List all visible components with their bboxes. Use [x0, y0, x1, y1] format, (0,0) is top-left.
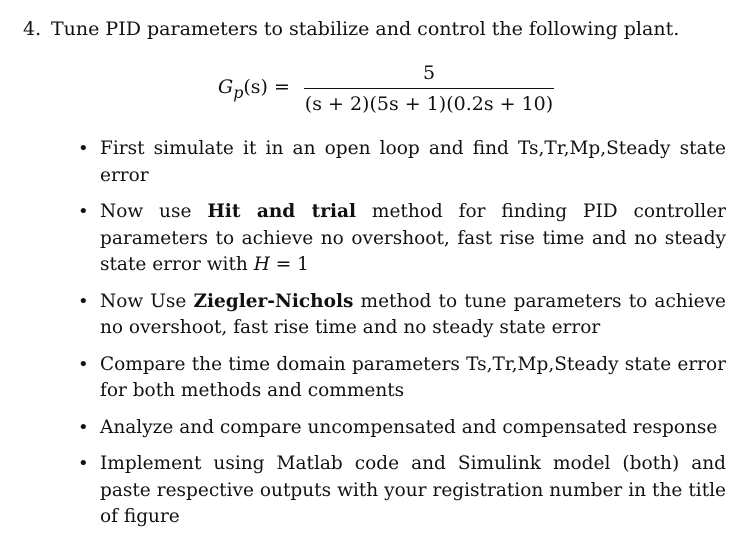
task-list — [78, 136, 726, 541]
list-item — [78, 415, 726, 442]
question-number: 4. — [23, 18, 42, 40]
list-item-variable: H — [253, 254, 270, 275]
list-item-bold-text: Ziegler-Nichols — [193, 290, 354, 312]
list-item-text: Implement using Matlab code and Simulink model (both) and paste respective outputs with your registration number in the title of figure — [100, 453, 726, 527]
equation-lhs-rest: (s) = — [243, 76, 290, 98]
list-item-text: Compare the time domain parameters Ts,Tr,Mp,Steady state error for both methods and comments — [100, 353, 726, 401]
list-item — [78, 451, 726, 531]
equation-lhs-symbol: G — [218, 76, 234, 98]
list-item — [78, 199, 726, 279]
list-item — [78, 352, 726, 405]
question-heading — [23, 16, 679, 42]
equation-fraction — [304, 60, 554, 117]
transfer-function-equation — [218, 60, 558, 120]
list-item-bold-text: Hit and trial — [207, 201, 357, 222]
list-item-text: Now Use — [100, 290, 194, 312]
list-item — [78, 136, 726, 189]
list-item-text-cont: method for finding PID controller parameters to achieve no overshoot, fast rise time and no steady state error with — [100, 201, 726, 275]
fraction-bar — [304, 88, 554, 89]
question-text: Tune PID parameters to stabilize and control the following plant. — [51, 18, 680, 40]
list-item — [78, 289, 726, 342]
equation-lhs-subscript: p — [233, 82, 244, 102]
equation-lhs — [218, 76, 290, 102]
equation-denominator: (s + 2)(5s + 1)(0.2s + 10) — [304, 93, 554, 115]
list-item-text: Now use — [100, 201, 208, 222]
list-item-text: First simulate it in an open loop and find Ts,Tr,Mp,Steady state error — [100, 138, 726, 186]
list-item-text: Analyze and compare uncompensated and compensated response — [100, 416, 718, 438]
list-item-text-tail: = 1 — [269, 254, 309, 275]
equation-numerator: 5 — [422, 62, 436, 84]
list-item-text-cont: method to tune parameters to achieve no overshoot, fast rise time and no steady state error — [100, 290, 726, 338]
